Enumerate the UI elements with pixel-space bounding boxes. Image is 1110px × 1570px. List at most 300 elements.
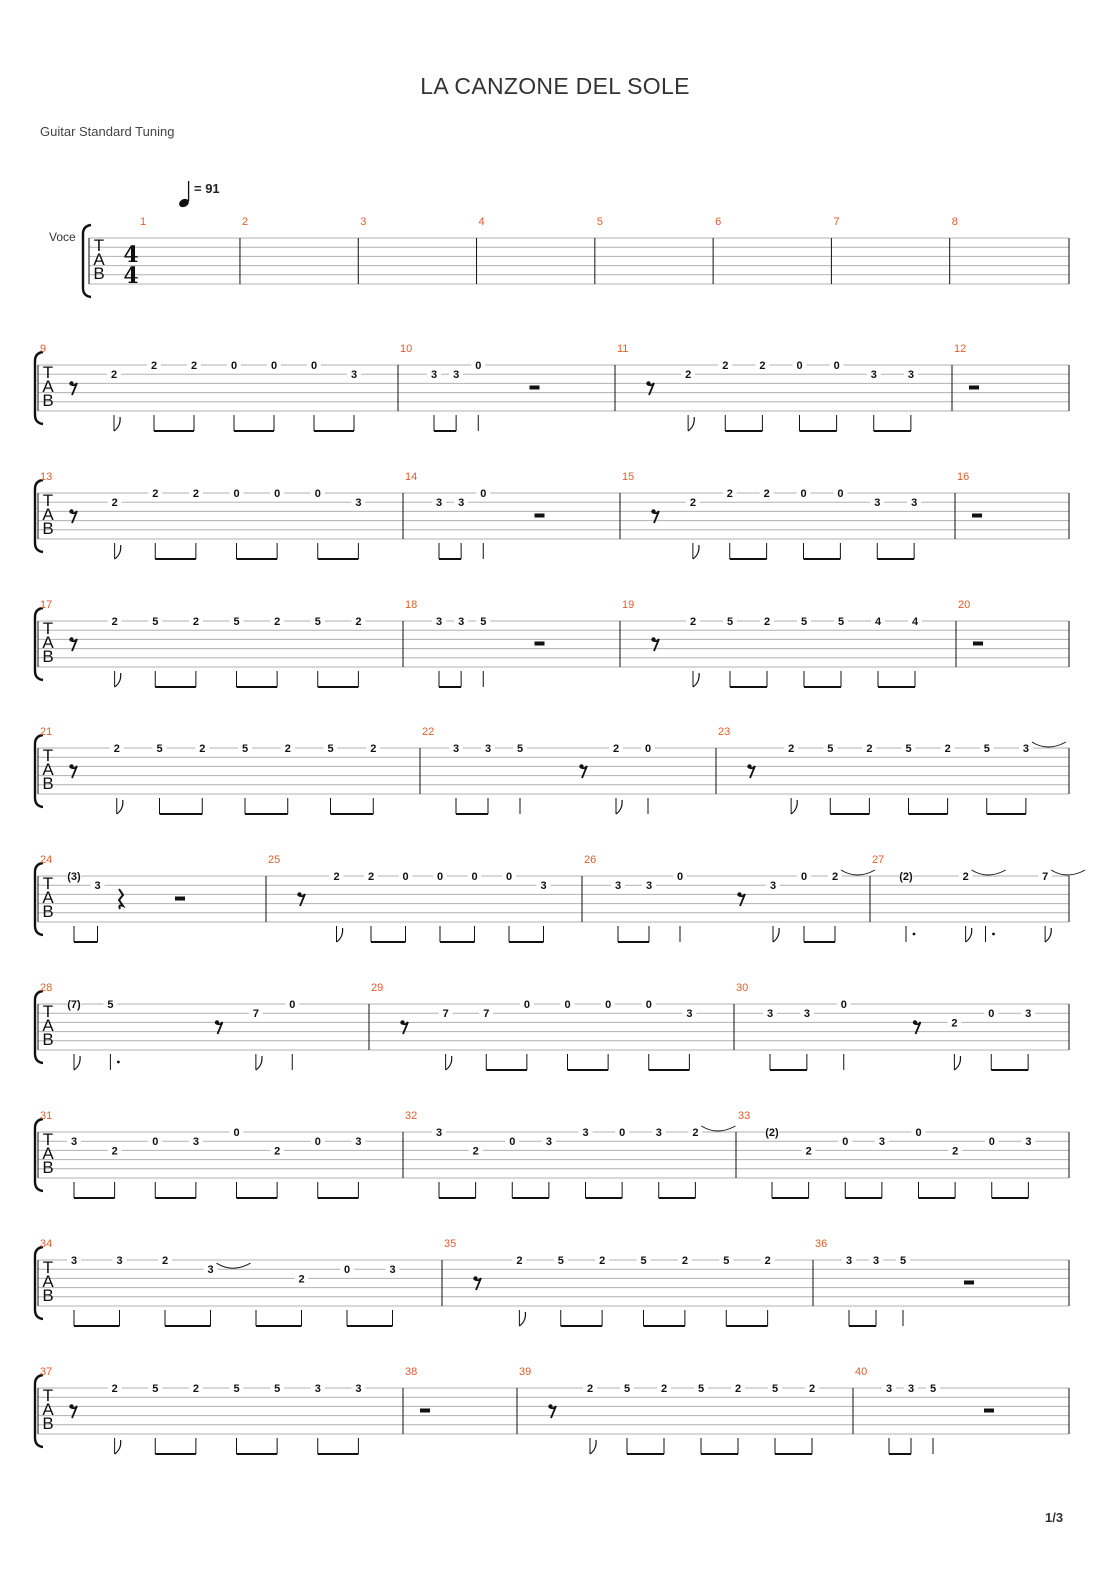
fret-number: 0 [605,999,612,1011]
fret-number: 2 [944,743,951,755]
fret-number: 2 [692,1127,699,1139]
measure [360,216,476,284]
fret-number: 3 [314,1383,321,1395]
measure-number: 13 [40,471,53,483]
tab-system [35,343,1069,431]
fret-number: 2 [110,369,118,382]
fret-number: 2 [722,360,729,372]
measure-number: 38 [405,1366,418,1378]
measure-number: 24 [40,854,53,866]
measure-number: 6 [715,216,722,228]
eighth-rest-dot [548,1404,552,1408]
fret-number: 2 [370,743,377,755]
fret-number: 0 [842,1136,849,1149]
fret-number: 0 [475,360,482,372]
fret-number: 3 [655,1127,662,1139]
fret-number: 3 [453,369,460,382]
fret-number: 4 [874,616,882,628]
fret-number: 5 [827,743,834,755]
measure [736,982,1069,1070]
measure-number: 8 [951,216,958,228]
fret-number: 5 [327,743,334,755]
measure [597,216,713,284]
tab-system [83,216,1069,297]
measure [622,471,955,559]
fret-number: 0 [833,360,840,372]
score-title: LA CANZONE DEL SOLE [420,73,690,99]
fret-number: 3 [458,497,465,510]
fret-number: 0 [509,1136,516,1149]
eighth-rest-dot [737,892,741,896]
fret-number: 2 [586,1383,594,1395]
fret-number: 0 [800,871,808,883]
measure [617,343,952,431]
tab-clef-letter: B [42,1158,54,1177]
fret-number: 3 [458,616,465,628]
fret-number: 5 [274,1383,281,1395]
tab-clef-letter: A [42,633,54,652]
tab-system [35,471,1069,559]
fret-number: 3 [545,1136,552,1149]
measure [954,343,1069,411]
fret-number: 0 [915,1127,922,1139]
dot-icon [913,933,916,936]
measure [268,854,582,942]
fret-number: 3 [435,616,443,628]
measure [718,726,1069,814]
measure-number: 33 [738,1110,751,1122]
tab-clef-letter: B [93,264,105,283]
fret-number: 3 [452,743,460,755]
measure [855,1366,1069,1454]
fret-number: 2 [274,616,281,628]
fret-number: 2 [113,743,120,755]
fret-number: (2) [899,871,913,883]
fret-number: 2 [111,616,118,628]
fret-number: 3 [70,1136,78,1149]
fret-number: 0 [233,1127,240,1139]
tab-clef-letter: T [42,746,54,765]
tab-clef-letter: B [42,902,54,921]
eighth-rest-dot [69,637,73,641]
fret-number: 2 [808,1383,816,1395]
fret-number: 3 [435,497,443,510]
fret-number: 3 [874,497,881,510]
tab-clef-letter: T [42,1258,54,1277]
measure-number: 11 [617,343,629,355]
fret-number: 3 [907,1383,915,1395]
measure [738,1110,1069,1198]
fret-number: 5 [516,743,524,755]
tab-system [35,1366,1069,1454]
dot-icon [992,933,995,936]
fret-number: 2 [190,360,198,372]
fret-number: 2 [831,871,839,883]
fret-number: 3 [355,1383,362,1395]
fret-number: 2 [161,1255,169,1267]
measure-number: 26 [584,854,597,866]
eighth-rest-dot [473,1276,477,1280]
fret-number: 2 [962,871,969,883]
fret-number: 3 [582,1127,589,1139]
half-rest-icon [984,1409,994,1413]
flag-icon [117,800,123,814]
fret-number: 2 [726,488,733,500]
half-rest-icon [964,1281,974,1285]
fret-number: 0 [837,488,844,500]
fret-number: 3 [885,1383,893,1395]
flag-icon [693,673,699,687]
measure [622,599,956,687]
half-rest-icon [530,386,540,390]
eighth-rest-dot [651,509,655,513]
fret-number: (7) [67,999,81,1011]
fret-number: 2 [298,1273,305,1286]
fret-number: 5 [107,999,114,1011]
fret-number: 2 [192,616,199,628]
measure-number: 19 [622,599,635,611]
measure [957,471,1069,539]
measure-number: 28 [40,982,53,994]
fret-number: 3 [192,1136,199,1149]
fret-number: 3 [355,1136,362,1149]
measure [815,1238,1069,1326]
measure-number: 3 [360,216,367,228]
fret-number: 2 [681,1255,688,1267]
fret-number: 3 [116,1255,123,1267]
tab-clef-letter: T [42,874,54,893]
fret-number: 2 [472,1145,479,1158]
flag-icon [74,1056,80,1070]
eighth-rest-dot [69,509,73,513]
measure [371,982,734,1070]
page-number: 1/3 [1045,1510,1064,1525]
fret-number: 3 [870,369,877,382]
fret-number: 0 [270,360,278,372]
fret-number: 3 [389,1264,396,1277]
measure-number: 32 [405,1110,418,1122]
flag-icon [115,545,121,559]
tab-clef-letter: A [42,505,54,524]
eighth-rest-dot [651,637,655,641]
measure-number: 4 [478,216,485,228]
fret-number: 0 [480,488,487,500]
fret-number: 2 [763,488,770,500]
measure-number: 7 [833,216,840,228]
flag-icon [446,1056,452,1070]
eighth-rest-dot [215,1020,219,1024]
fret-number: 0 [289,999,296,1011]
tab-system [35,1238,1069,1326]
fret-number: 3 [540,880,547,893]
fret-number: 2 [111,1383,118,1395]
fret-number: 2 [284,743,291,755]
measure-number: 25 [268,854,281,866]
eighth-rest-dot [913,1020,917,1024]
half-rest-icon [175,897,185,901]
measure [40,982,369,1070]
tie-arc [972,870,1006,875]
measure [405,471,620,559]
measure [40,1366,403,1454]
measure-number: 1 [140,216,147,228]
tab-clef-letter: A [42,1144,54,1163]
measure-number: 40 [855,1366,868,1378]
fret-number: 2 [192,1383,199,1395]
fret-number: 2 [192,488,199,500]
time-signature-bottom: 4 [123,263,139,289]
fret-number: 5 [837,616,845,628]
measure [40,343,398,431]
eighth-rest-dot [579,764,583,768]
eighth-rest-dot [297,892,301,896]
eighth-rest-dot [69,1404,73,1408]
tab-clef-letter: B [42,391,54,410]
tab-clef-letter: T [42,1130,54,1149]
measure-number: 23 [718,726,731,738]
fret-number: 0 [343,1264,351,1277]
fret-number: 2 [111,1145,118,1158]
fret-number: 0 [314,1136,321,1149]
fret-number: 0 [796,360,803,372]
fret-number: 3 [878,1136,885,1149]
fret-number: 3 [907,369,914,382]
fret-number: 2 [355,616,362,628]
fret-number: 3 [355,497,362,510]
measure [444,1238,813,1326]
measure [958,599,1069,667]
fret-number: 5 [983,743,990,755]
measure-number: 15 [622,471,635,483]
half-rest-icon [535,642,545,646]
fret-number: (2) [765,1127,779,1139]
flag-icon [115,673,121,687]
tab-system [35,982,1069,1070]
measure-number: 35 [444,1238,457,1250]
flag-icon [966,928,972,942]
instrument-label: Voce [49,230,76,244]
tab-system [35,1110,1069,1198]
tempo-value: = 91 [194,181,220,196]
fret-number: 0 [314,488,321,500]
measure-number: 21 [40,726,53,738]
fret-number: 2 [689,616,697,628]
fret-number: 5 [640,1255,647,1267]
fret-number: 3 [70,1255,78,1267]
tempo-marking [178,181,220,209]
fret-number: 2 [367,871,375,883]
fret-number: 5 [905,743,912,755]
fret-number: 2 [764,1255,771,1267]
fret-number: 2 [199,743,206,755]
measure-number: 34 [40,1238,53,1250]
measure-number: 39 [519,1366,532,1378]
fret-number: 3 [686,1008,693,1021]
fret-number: 2 [952,1145,959,1158]
fret-number: 0 [471,871,478,883]
fret-number: 2 [805,1145,812,1158]
whole-rest-icon [972,514,982,518]
measure [242,216,358,284]
tab-clef-letter: B [42,1030,54,1049]
fret-number: 5 [557,1255,564,1267]
measure [872,854,1085,942]
flag-icon [1045,928,1051,942]
flag-icon [337,928,343,942]
fret-number: 5 [152,616,159,628]
fret-number: 5 [899,1255,907,1267]
tab-clef-letter: B [42,519,54,538]
measure-number: 16 [957,471,970,483]
system-bracket [83,225,91,297]
tab-clef-letter: B [42,647,54,666]
measure [952,216,1069,284]
tab-clef-letter: B [42,1286,54,1305]
fret-number: 5 [480,616,487,628]
tab-clef-letter: T [42,363,54,382]
eighth-rest-dot [69,764,73,768]
measure [405,1110,736,1198]
time-signature-top: 4 [123,242,139,268]
measure [40,599,403,687]
fret-number: 3 [435,1127,443,1139]
fret-number: 2 [333,871,340,883]
fret-number: 0 [988,1136,995,1149]
fret-number: 0 [230,360,238,372]
fret-number: 5 [241,743,249,755]
fret-number: 5 [623,1383,631,1395]
measure-number: 37 [40,1366,53,1378]
fret-number: 5 [152,1383,159,1395]
flag-icon [616,800,622,814]
fret-number: 3 [430,369,438,382]
fret-number: 0 [310,360,318,372]
fret-number: 0 [152,1136,159,1149]
measure [405,1366,517,1434]
fret-number: 2 [516,1255,523,1267]
tab-clef-letter: T [42,491,54,510]
fret-number: 0 [564,999,571,1011]
measure-number: 27 [872,854,885,866]
fret-number: 3 [769,880,777,893]
fret-number: 0 [274,488,281,500]
fret-number: 0 [840,999,847,1011]
fret-number: 2 [951,1017,958,1030]
fret-number: 3 [207,1264,214,1277]
tab-clef-letter: A [42,1016,54,1035]
fret-number: 5 [800,616,808,628]
fret-number: 5 [156,743,163,755]
fret-number: 5 [697,1383,705,1395]
fret-number: 2 [612,743,620,755]
measure-number: 22 [422,726,435,738]
whole-rest-icon [973,642,983,646]
flag-icon [693,545,699,559]
tie-arc [841,870,875,875]
measure-number: 17 [40,599,53,611]
measure-number: 10 [400,343,413,355]
measure [715,216,831,284]
flag-icon [688,417,694,431]
fret-number: 2 [866,743,873,755]
tab-clef-letter: A [42,377,54,396]
flag-icon [519,1312,525,1326]
measure [405,599,620,687]
fret-number: 2 [111,497,118,510]
fret-number: 0 [523,999,530,1011]
tab-clef-letter: B [42,1414,54,1433]
fret-number: 3 [1022,743,1029,755]
fret-number: 3 [872,1255,880,1267]
fret-number: 0 [436,871,444,883]
fret-number: 5 [929,1383,937,1395]
tab-clef-letter: A [93,250,105,269]
measure [400,343,615,431]
fret-number: 5 [771,1383,779,1395]
measure [40,1238,442,1326]
half-rest-icon [535,514,545,518]
measure [422,726,716,814]
tie-arc [217,1263,251,1268]
whole-rest-icon [420,1409,430,1413]
fret-number: 7 [252,1008,259,1021]
measure [40,1110,403,1198]
eighth-rest-dot [400,1020,404,1024]
flag-icon [115,1440,121,1454]
measure-number: 5 [596,216,603,228]
fret-number: 2 [734,1383,742,1395]
fret-number: 0 [800,488,807,500]
fret-number: 2 [763,616,771,628]
fret-number: 0 [645,999,652,1011]
fret-number: 3 [350,369,358,382]
tab-system [35,599,1069,687]
fret-number: 5 [233,1383,240,1395]
measure-number: 30 [736,982,749,994]
whole-rest-icon [969,386,979,390]
fret-number: 2 [274,1145,281,1158]
quarter-rest-icon [119,889,123,909]
fret-number: 7 [442,1008,449,1021]
eighth-rest-dot [69,381,73,385]
tab-clef-letter: T [93,236,105,255]
fret-number: 0 [505,871,513,883]
measure-number: 20 [958,599,971,611]
fret-number: 5 [723,1255,730,1267]
tie-arc [1051,870,1085,875]
measure-number: 9 [40,343,47,355]
fret-number: 2 [599,1255,606,1267]
fret-number: 3 [1025,1008,1032,1021]
fret-number: 5 [726,616,734,628]
fret-number: 3 [803,1008,810,1021]
fret-number: 7 [483,1008,490,1021]
fret-number: 0 [676,871,684,883]
fret-number: 3 [1025,1136,1032,1149]
measure-number: 29 [371,982,384,994]
tab-clef-letter: T [42,619,54,638]
flag-icon [773,928,779,942]
fret-number: 2 [685,369,692,382]
measure [833,216,949,284]
measure [40,854,266,942]
fret-number: 3 [845,1255,853,1267]
fret-number: 0 [988,1008,995,1021]
dot-icon [117,1061,120,1064]
flag-icon [256,1056,262,1070]
eighth-rest-dot [747,764,751,768]
tab-clef-letter: A [42,760,54,779]
